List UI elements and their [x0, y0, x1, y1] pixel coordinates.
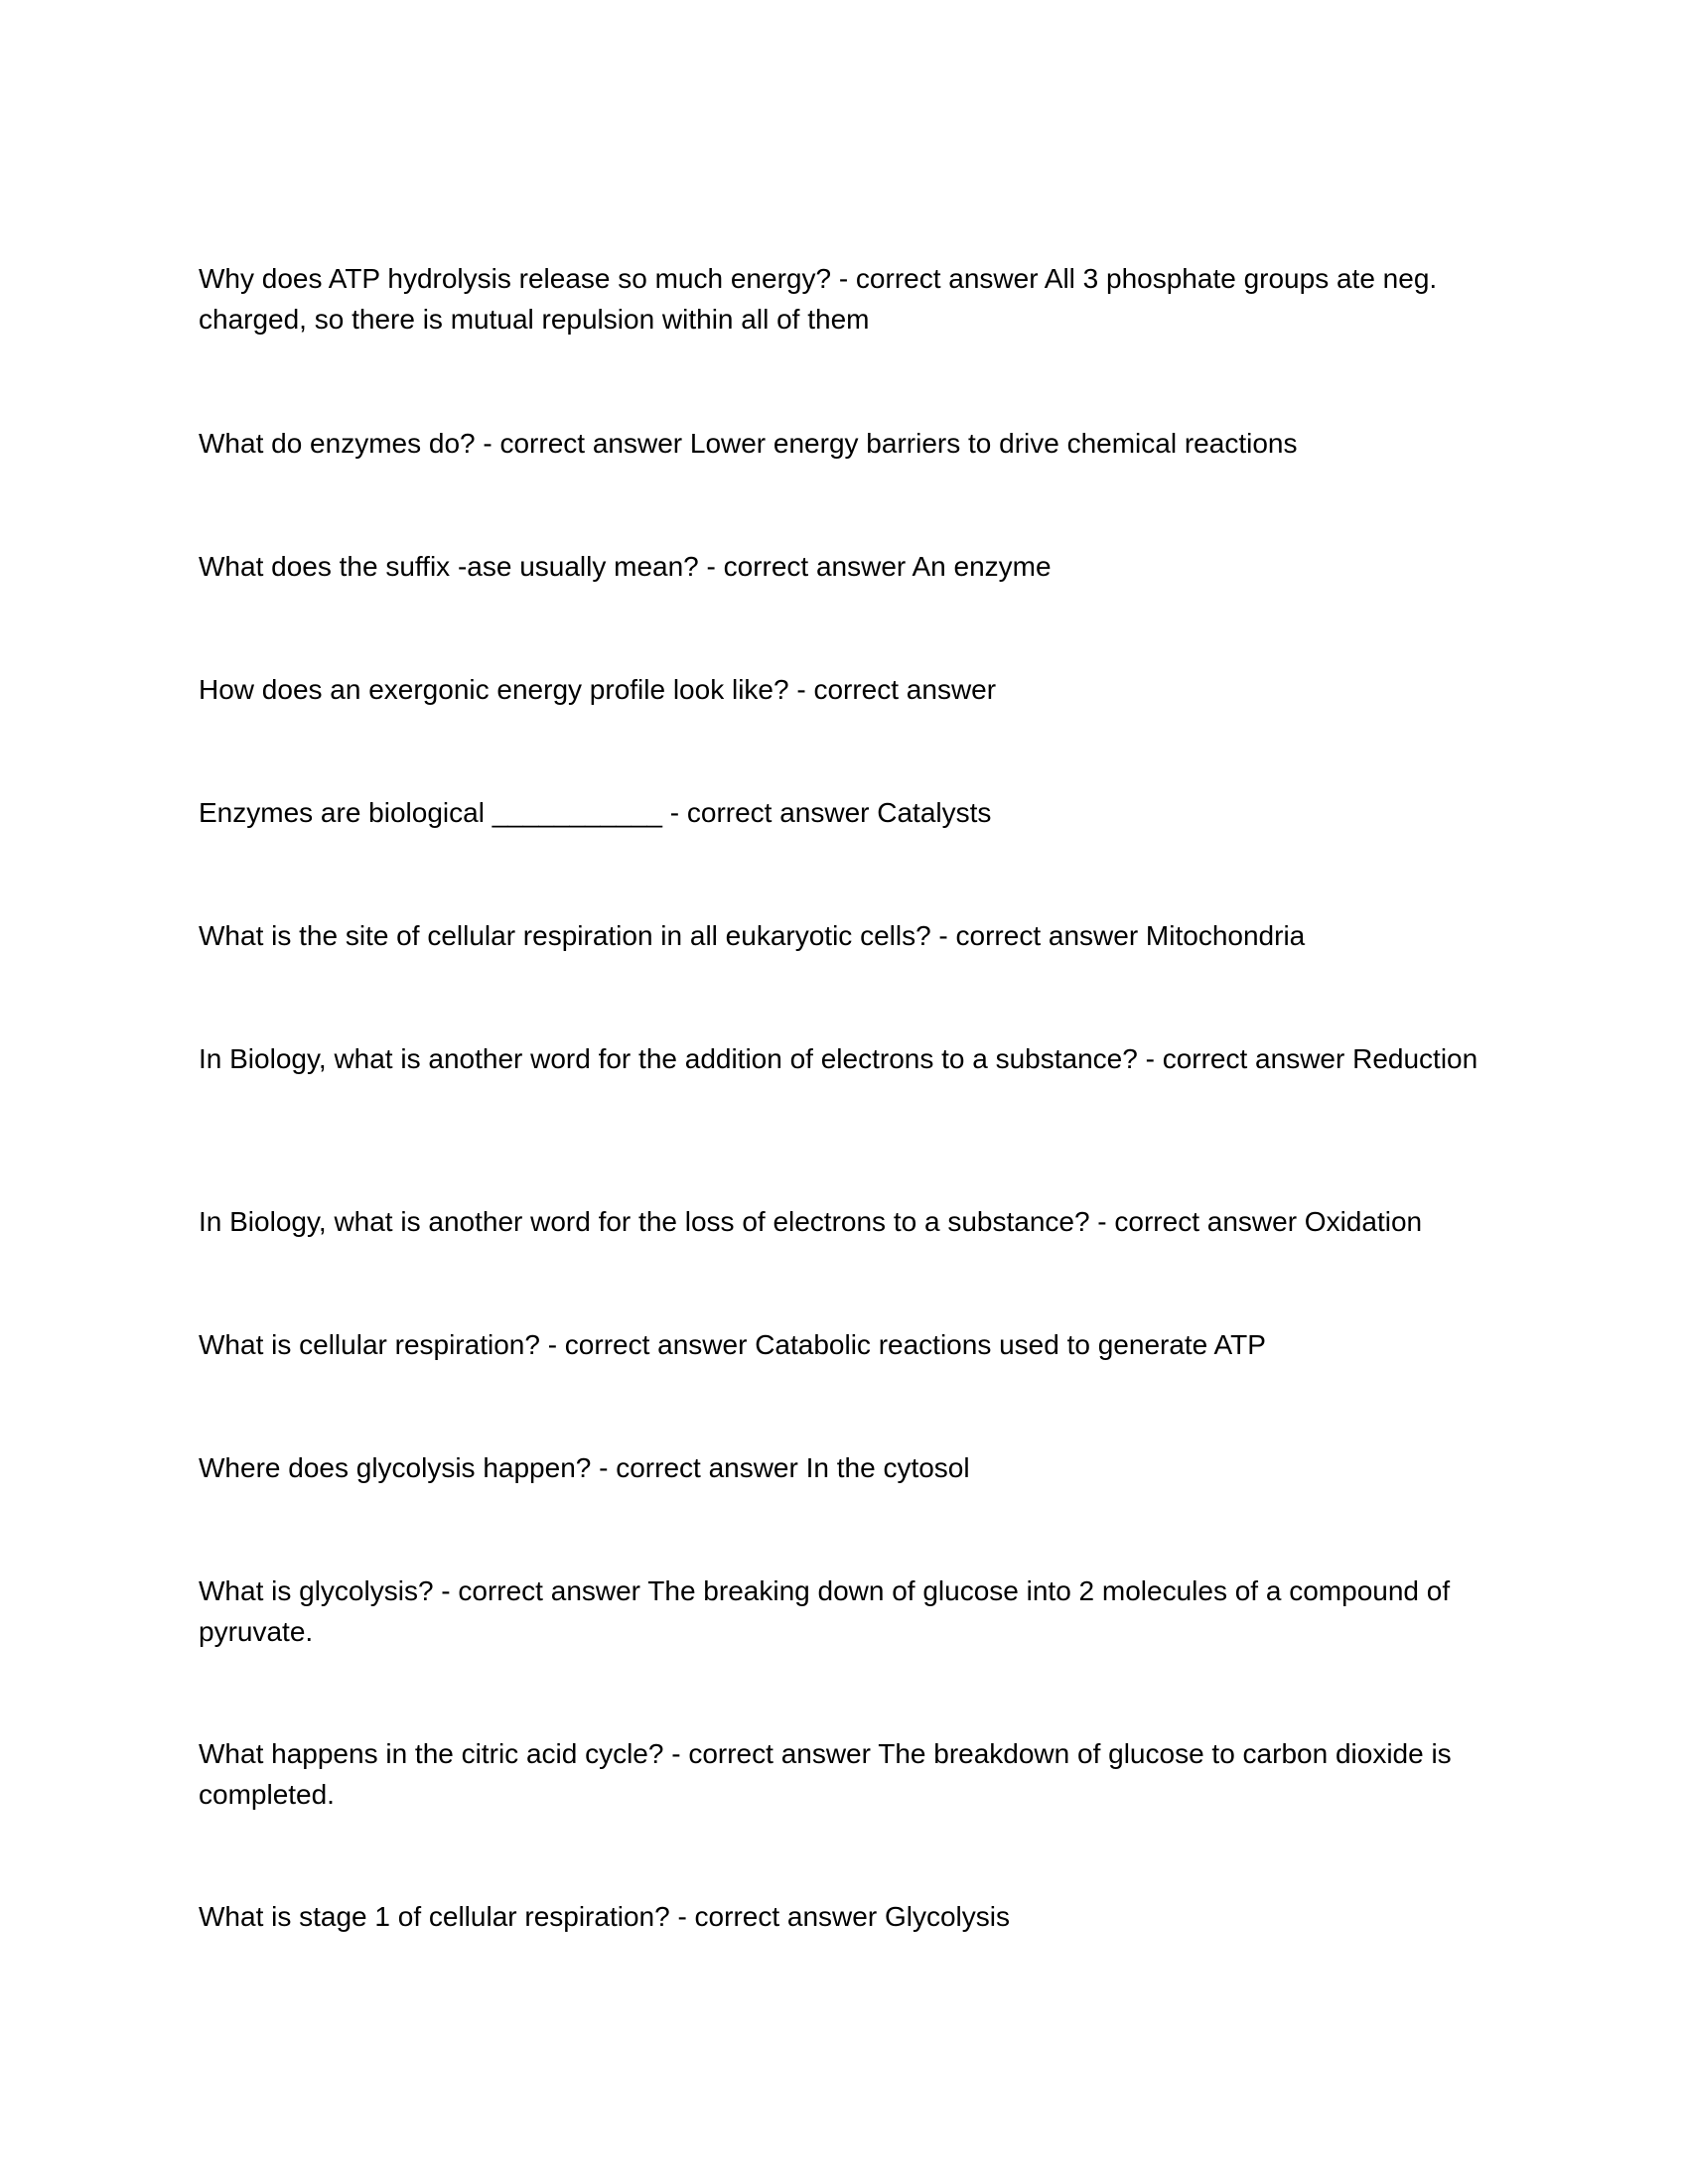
- qa-item-7: In Biology, what is another word for the addition of electrons to a substance? - correct answer Reduction: [199, 1043, 1478, 1074]
- qa-item-13: What is stage 1 of cellular respiration? - correct answer Glycolysis: [199, 1901, 1010, 1932]
- qa-item-3: What does the suffix -ase usually mean? - correct answer An enzyme: [199, 551, 1052, 582]
- qa-item-11: What is glycolysis? - correct answer The breaking down of glucose into 2 molecules of a compound of pyruvate.: [199, 1575, 1451, 1647]
- qa-item-5: Enzymes are biological ___________ - correct answer Catalysts: [199, 797, 992, 828]
- qa-item-10: Where does glycolysis happen? - correct answer In the cytosol: [199, 1452, 970, 1483]
- qa-item-4: How does an exergonic energy profile look like? - correct answer: [199, 674, 997, 705]
- qa-item-1: Why does ATP hydrolysis release so much energy? - correct answer All 3 phosphate groups ate neg. charged, so there is mutual repulsion within all of them: [199, 263, 1438, 335]
- qa-item-6: What is the site of cellular respiration in all eukaryotic cells? - correct answer Mitochondria: [199, 920, 1306, 951]
- qa-item-8: In Biology, what is another word for the loss of electrons to a substance? - correct answer Oxidation: [199, 1206, 1423, 1237]
- qa-item-2: What do enzymes do? - correct answer Lower energy barriers to drive chemical reactions: [199, 428, 1298, 459]
- qa-item-12: What happens in the citric acid cycle? - correct answer The breakdown of glucose to carbon dioxide is completed.: [199, 1738, 1452, 1810]
- qa-item-9: What is cellular respiration? - correct answer Catabolic reactions used to generate ATP: [199, 1329, 1266, 1360]
